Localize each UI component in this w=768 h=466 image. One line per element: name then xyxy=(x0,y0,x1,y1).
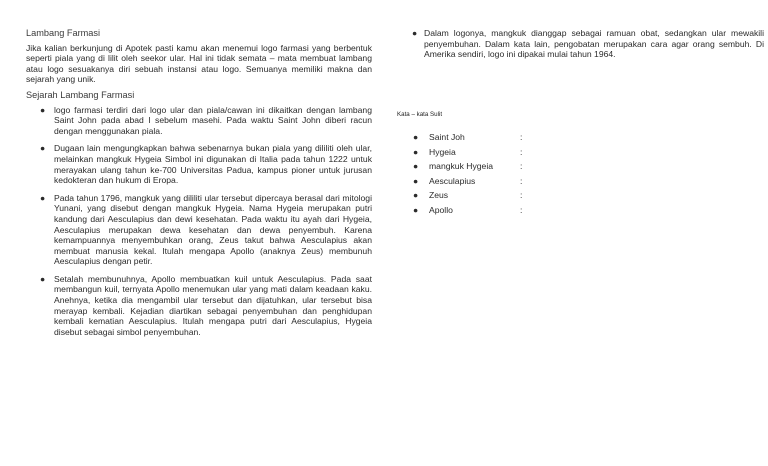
term-colon: : xyxy=(520,204,523,215)
term-label: Apollo xyxy=(429,204,453,215)
bullet-icon: ● xyxy=(412,28,418,38)
term-label: Saint Joh xyxy=(429,132,465,142)
term-colon: : xyxy=(520,132,523,142)
term-label: mangkuk Hygeia xyxy=(429,161,494,172)
term-row xyxy=(413,174,543,189)
bullet-icon: ● xyxy=(413,132,419,142)
bullet-icon: ● xyxy=(413,146,419,157)
list-item-text: logo farmasi terdiri dari logo ular dan piala/cawan ini dikaitkan dengan lambang Saint John pada abad I sebelum masehi. Pada waktu Saint John diberi racun dengan menggunakan piala. xyxy=(54,104,372,136)
bullet-icon: ● xyxy=(40,273,46,284)
list-item xyxy=(26,193,372,267)
bullet-icon: ● xyxy=(40,104,46,115)
term-colon: : xyxy=(520,161,523,172)
term-colon: : xyxy=(520,175,523,186)
bullet-icon: ● xyxy=(413,161,419,172)
term-row xyxy=(413,145,543,160)
list-item xyxy=(26,274,372,338)
section-heading: Sejarah Lambang Farmasi xyxy=(26,89,135,100)
bullet-icon: ● xyxy=(40,143,46,154)
term-row xyxy=(413,188,543,203)
list-item xyxy=(26,105,372,137)
term-label: Hygeia xyxy=(429,146,456,157)
bullet-icon: ● xyxy=(413,175,419,186)
bullet-icon: ● xyxy=(40,192,46,203)
bullet-icon: ● xyxy=(413,204,419,215)
term-label: Zeus xyxy=(429,190,449,201)
list-item xyxy=(26,143,372,185)
list-item-text: Setalah membunuhnya, Apollo membuatkan kuil untuk Aesculapius. Pada saat membangun kuil, ternyata Apollo menemukan ular yang mati dalam keadaan kaku. Anehnya, ketika dia mengambil ular tersebut dan dijatuhkan, ular tersebut bisa merayap kembali. Kejadian diartikan sebagai penyembuhan dan penghidupan kembali kematian Aesculapius. Itulah mengapa putri dari Aesculapius, Hygeia disebut sebagai simbol penyembuhan. xyxy=(54,273,372,337)
right-column xyxy=(412,28,768,60)
list-item xyxy=(412,28,764,60)
term-row xyxy=(413,159,543,174)
left-column xyxy=(26,28,372,344)
list-item-text: Dugaan lain mengungkapkan bahwa sebenarnya bukan piala yang dililiti oleh ular, melainkan mangkuk Hygeia Simbol ini digunakan di Italia pada tahun 1222 untuk merayakan ulang tahun ke-700 Universitas Padua, kampus pioner untuk jurusan kedokteran dan hukum di Eropa. xyxy=(54,143,372,186)
term-label: Aesculapius xyxy=(429,175,476,186)
bullet-icon: ● xyxy=(413,190,419,201)
term-row xyxy=(413,130,543,145)
terms-list xyxy=(413,130,543,218)
terms-title: Kata – kata Sulit xyxy=(397,111,443,118)
list-item-text: Pada tahun 1796, mangkuk yang dililiti ular tersebut dipercaya berasal dari mitologi Yunani, yang disebut dengan mangkuk Hygeia. Nama Hygeia merupakan putri kandung dari Aesculapius dan dewi kesehatan. Pada waktu itu ayah dari Hygeia, Aesculapius merupakan dewa kesehatan dan dewa penyembuh. Karena kemampuannya menyembuhkan orang, Zeus takut bahwa Aesculapius akan membuat manusia kekal. Itulah mengapa Apollo (anaknya Zeus) membunuh Aesculapius dengan petir. xyxy=(54,192,372,267)
list-item-text: Dalam logonya, mangkuk dianggap sebagai ramuan obat, sedangkan ular mewakili penyembuhan. Dalam kata lain, pengobatan merupakan cara agar orang sembuh. Di Amerika sendiri, logo ini dipakai mulai tahun 1964. xyxy=(424,28,764,60)
history-bullet-list xyxy=(26,105,372,338)
intro-paragraph: Jika kalian berkunjung di Apotek pasti kamu akan menemui logo farmasi yang berbentuk seperti piala yang di lilit oleh seekor ular. Hal ini tidak semata – mata membuat lambang atau logo sesuakanya diri sebuah instansi atau logo. Semuanya memiliki makna dan sejarah yang unik. xyxy=(26,42,372,85)
term-row xyxy=(413,203,543,218)
page-title: Lambang Farmasi xyxy=(26,28,101,38)
term-colon: : xyxy=(520,190,523,201)
term-colon: : xyxy=(520,146,523,157)
